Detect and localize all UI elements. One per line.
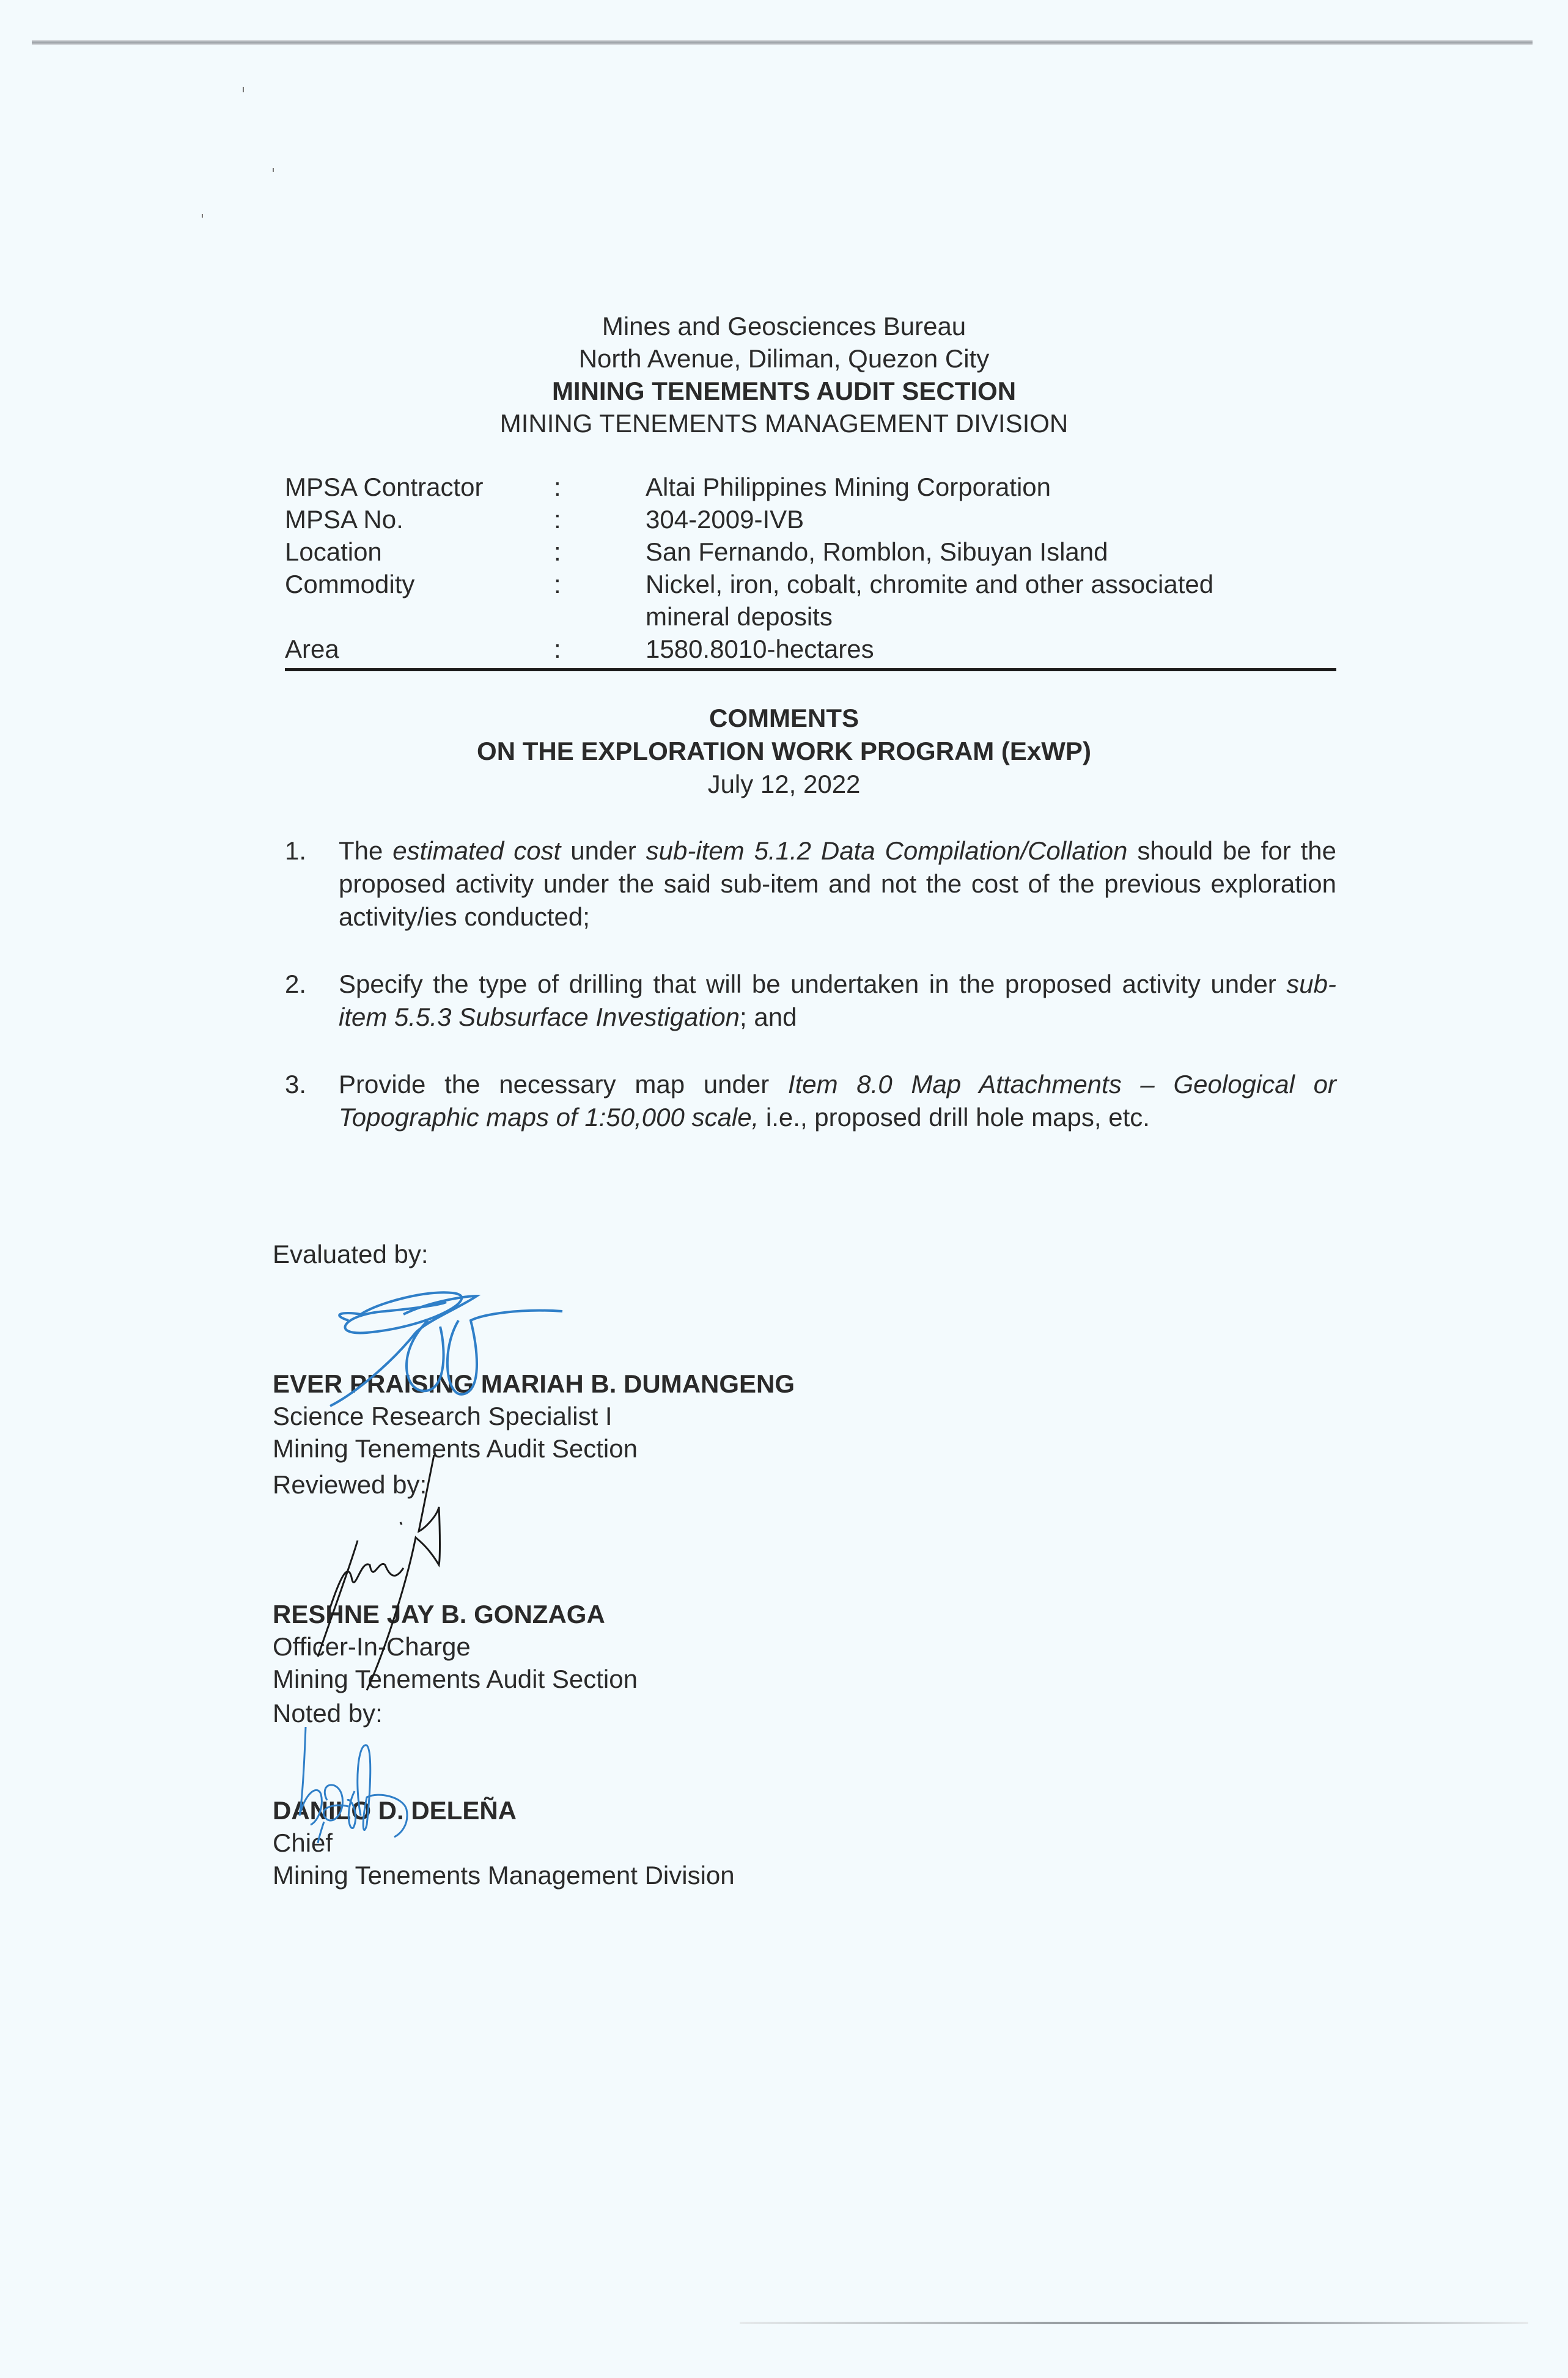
scan-speck [202,214,203,218]
info-row-commodity [285,568,1336,633]
info-colon: : [554,537,561,566]
info-colon: : [554,505,561,534]
signatory-office: Mining Tenements Audit Section [273,1434,638,1463]
info-value: 304-2009-IVB [646,505,804,534]
document-date: July 12, 2022 [707,770,861,798]
comment-text-part-italic: estimated cost [392,836,561,865]
signature-evaluated [306,1278,672,1412]
comment-number: 1. [285,836,307,865]
info-label: MPSA No. [285,505,403,534]
info-value: Altai Philippines Mining Corporation [646,473,1051,501]
comment-item [285,834,1336,933]
comment-text-part-italic: sub-item 5.1.2 Data Compilation/Collation [646,836,1128,865]
info-row-mpsa-no [285,503,1336,536]
signatory-caption: Reviewed by: [273,1470,427,1499]
info-label: Commodity [285,570,415,598]
comment-text-part-italic: sub-item 5.5.3 Subsurface Investigation [339,970,1336,1031]
info-colon: : [554,570,561,598]
signatory-position: Chief [273,1828,333,1857]
comment-text-part: should be for the proposed activity under the said sub-item and not the cost of the previous exploration activity/ies conducted; [339,836,1336,931]
signatory-position: Science Research Specialist I [273,1402,613,1430]
comment-text-part: i.e., proposed drill hole maps, etc. [759,1103,1150,1132]
document-title [0,702,1568,801]
info-label: Area [285,635,339,663]
title-line-2: ON THE EXPLORATION WORK PROGRAM (ExWP) [477,737,1091,765]
signature-reviewed [293,1449,477,1693]
section-name: MINING TENEMENTS AUDIT SECTION [551,377,1017,405]
info-row-location [285,536,1336,568]
info-colon: : [554,635,561,663]
info-label: Location [285,537,382,566]
signatory-name: DANILO D. DELEÑA [273,1796,517,1825]
scan-speck [243,87,244,92]
signatory-office: Mining Tenements Audit Section [273,1665,638,1693]
signatory-position: Officer-In-Charge [273,1632,471,1661]
info-row-contractor [285,471,1336,503]
mpsa-info-table [285,471,1336,665]
info-row-area [285,633,1336,665]
signature-noted [281,1724,452,1846]
info-label: MPSA Contractor [285,473,484,501]
info-value: San Fernando, Romblon, Sibuyan Island [646,537,1108,566]
scan-top-rule [32,40,1533,45]
comment-text-part-italic: Item 8.0 Map Attachments – Geological or Topographic maps of 1:50,000 scale, [339,1070,1336,1132]
comment-number: 2. [285,970,307,998]
info-value: 1580.8010-hectares [646,635,874,663]
comment-text-part: The [339,836,393,865]
comment-text-part: under [561,836,646,865]
agency-name: Mines and Geosciences Bureau [602,312,966,341]
title-line-1: COMMENTS [709,704,859,732]
info-colon: : [554,473,561,501]
signatory-office: Mining Tenements Management Division [273,1861,735,1890]
comment-item [285,968,1336,1034]
comment-text-part: Specify the type of drilling that will be undertaken in the proposed activity under [339,970,1287,998]
comments-list [285,834,1336,1168]
comment-text [339,968,1336,1034]
scan-bottom-rule [740,2322,1528,2324]
signatory-name: RESHNE JAY B. GONZAGA [273,1600,605,1629]
signatory-caption: Evaluated by: [273,1240,429,1268]
info-divider [285,668,1336,671]
comment-text-part: Provide the necessary map under [339,1070,788,1099]
comment-item [285,1068,1336,1134]
signatory-caption: Noted by: [273,1699,383,1728]
info-value: Nickel, iron, cobalt, chromite and other associated mineral deposits [646,570,1214,631]
signatory-name: EVER PRAISING MARIAH B. DUMANGENG [273,1369,795,1398]
comment-text-part: ; and [740,1003,797,1031]
letterhead [0,310,1568,440]
comment-text [339,1068,1336,1134]
division-name: MINING TENEMENTS MANAGEMENT DIVISION [499,409,1069,438]
comment-number: 3. [285,1070,307,1099]
comment-text [339,834,1336,933]
agency-address: North Avenue, Diliman, Quezon City [578,344,990,373]
scan-speck [273,168,274,172]
